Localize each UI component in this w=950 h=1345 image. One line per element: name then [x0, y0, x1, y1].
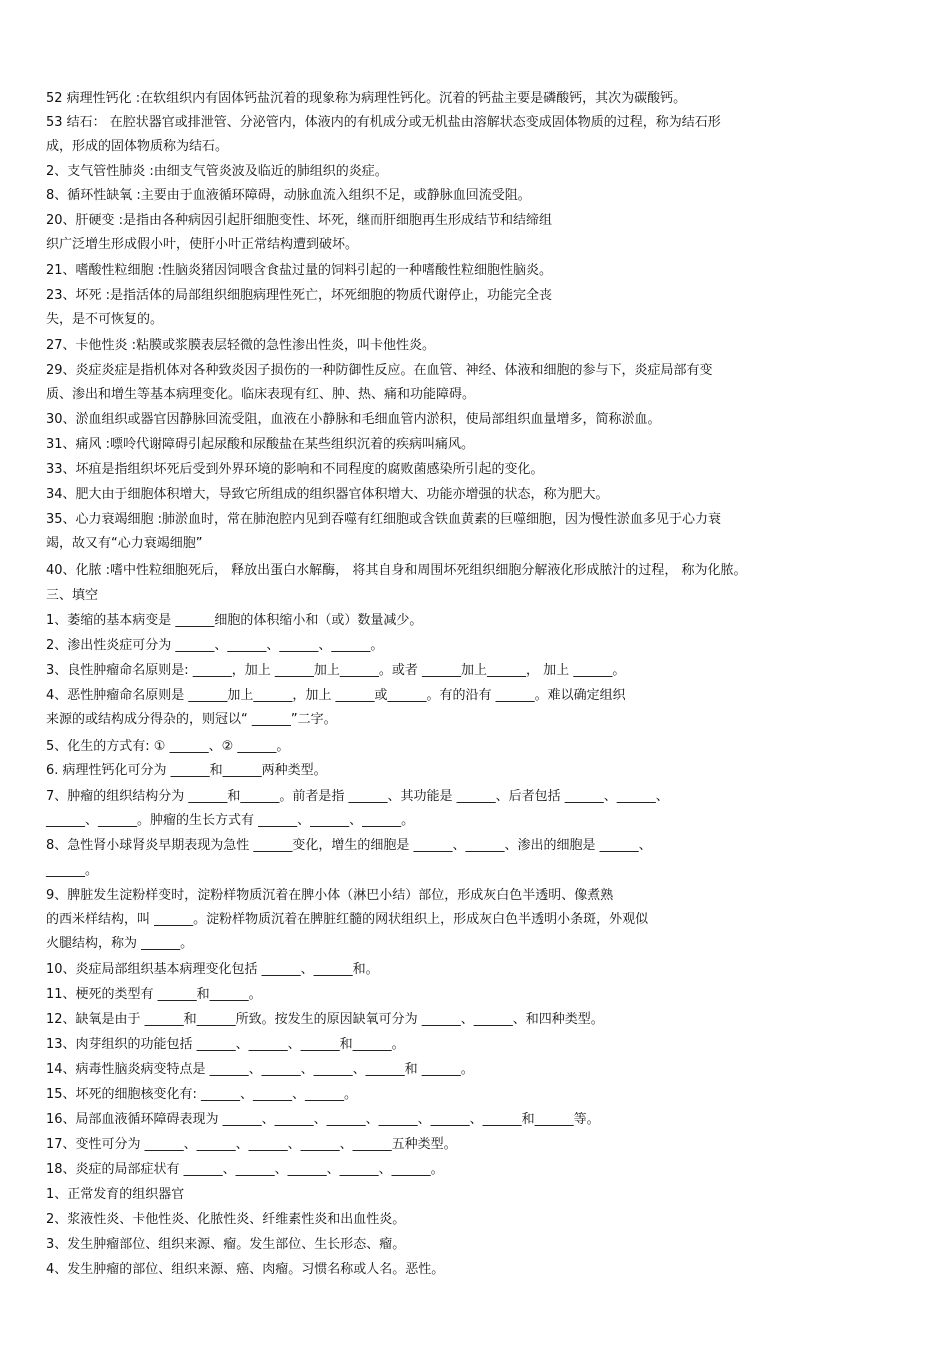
text-line: 8、循环性缺氧 :主要由于血液循环障碍，动脉血流入组织不足，或静脉血回流受阻。 — [46, 188, 531, 203]
text-line: ______、______。肿瘤的生长方式有 ______、______、______。 — [46, 813, 415, 828]
text-line: 17、变性可分为 ______、______、______、______、______五种类型。 — [46, 1137, 457, 1152]
text-line: 3、良性肿瘤命名原则是: ______，加上 ______加上______。或者 ______加上______， 加上 ______。 — [46, 663, 626, 678]
text-line: 31、痛风 :嘌呤代谢障碍引起尿酸和尿酸盐在某些组织沉着的疾病叫痛风。 — [46, 437, 475, 452]
text-line: 的西米样结构，叫 ______。淀粉样物质沉着在脾脏红髓的网状组织上，形成灰白色半透明小条斑，外观似 — [46, 912, 649, 927]
text-line: 7、肿瘤的组织结构分为 ______和______。前者是指 ______、其功能是 ______、后者包括 ______、______、 — [46, 789, 669, 804]
text-line: 11、梗死的类型有 ______和______。 — [46, 987, 262, 1002]
text-line: 竭，故又有“心力衰竭细胞” — [46, 536, 203, 551]
text-line: 20、肝硬变 :是指由各种病因引起肝细胞变性、坏死，继而肝细胞再生形成结节和结缔组 — [46, 213, 553, 228]
text-line: 4、恶性肿瘤命名原则是 ______加上______，加上 ______或______。有的沿有 ______。难以确定组织 — [46, 688, 626, 703]
text-line: 40、化脓 :嗜中性粒细胞死后， 释放出蛋白水解酶， 将其自身和周围坏死组织细胞分解液化形成脓汁的过程， 称为化脓。 — [46, 563, 747, 578]
text-line: 3、发生肿瘤部位、组织来源、瘤。发生部位、生长形态、瘤。 — [46, 1237, 406, 1252]
text-line: 质、渗出和增生等基本病理变化。临床表现有红、肿、热、痛和功能障碍。 — [46, 387, 476, 402]
text-line: 6. 病理性钙化可分为 ______和______两种类型。 — [46, 763, 327, 778]
text-line: 4、发生肿瘤的部位、组织来源、癌、肉瘤。习惯名称或人名。恶性。 — [46, 1262, 445, 1277]
text-line: 失，是不可恢复的。 — [46, 312, 164, 327]
text-line: 来源的或结构成分得杂的，则冠以“ ______”二字。 — [46, 712, 337, 727]
text-line: 29、炎症炎症是指机体对各种致炎因子损伤的一种防御性反应。在血管、神经、体液和细胞的参与下，炎症局部有变 — [46, 363, 713, 378]
text-line: 34、肥大由于细胞体积增大，导致它所组成的组织器官体积增大、功能亦增强的状态，称为肥大。 — [46, 487, 609, 502]
text-line: 2、浆液性炎、卡他性炎、化脓性炎、纤维素性炎和出血性炎。 — [46, 1212, 406, 1227]
text-line: 火腿结构，称为 ______。 — [46, 936, 194, 951]
text-line: 三、填空 — [46, 588, 99, 603]
text-line: 18、炎症的局部症状有 ______、______、______、______、______。 — [46, 1162, 444, 1177]
text-line: 织广泛增生形成假小叶，使肝小叶正常结构遭到破坏。 — [46, 237, 359, 252]
text-line: 15、坏死的细胞核变化有: ______、______、______。 — [46, 1087, 358, 1102]
text-line: 52 病理性钙化 :在软组织内有固体钙盐沉着的现象称为病理性钙化。沉着的钙盐主要是磷酸钙，其次为碳酸钙。 — [46, 91, 687, 106]
text-line: 成，形成的固体物质称为结石。 — [46, 139, 229, 154]
text-line: 13、肉芽组织的功能包括 ______、______、______和______。 — [46, 1037, 405, 1052]
text-line: 9、脾脏发生淀粉样变时，淀粉样物质沉着在脾小体（淋巴小结）部位，形成灰白色半透明、像煮熟 — [46, 888, 614, 903]
text-line: 12、缺氧是由于 ______和______所致。按发生的原因缺氧可分为 ______、______、和四种类型。 — [46, 1012, 604, 1027]
text-line: 1、萎缩的基本病变是 ______细胞的体积缩小和（或）数量减少。 — [46, 613, 423, 628]
text-line: 8、急性肾小球肾炎早期表现为急性 ______变化，增生的细胞是 ______、______、渗出的细胞是 ______、 — [46, 838, 652, 853]
text-line: 16、局部血液循环障碍表现为 ______、______、______、______、______、______和______等。 — [46, 1112, 600, 1127]
text-line: 23、坏死 :是指活体的局部组织细胞病理性死亡，坏死细胞的物质代谢停止，功能完全丧 — [46, 288, 553, 303]
text-line: 5、化生的方式有: ① ______、② ______。 — [46, 739, 290, 754]
text-line: 14、病毒性脑炎病变特点是 ______、______、______、______和 ______。 — [46, 1062, 474, 1077]
text-line: 30、淤血组织或器官因静脉回流受阻，血液在小静脉和毛细血管内淤积，使局部组织血量增多，简称淤血。 — [46, 412, 661, 427]
text-line: 1、正常发育的组织器官 — [46, 1187, 185, 1202]
text-line: ______。 — [46, 863, 99, 878]
text-line: 2、渗出性炎症可分为 ______、______、______、______。 — [46, 638, 384, 653]
text-line: 10、炎症局部组织基本病理变化包括 ______、______和。 — [46, 962, 379, 977]
text-line: 53 结石： 在腔状器官或排泄管、分泌管内，体液内的有机成分或无机盐由溶解状态变成固体物质的过程，称为结石形 — [46, 115, 721, 130]
text-line: 35、心力衰竭细胞 :肺淤血时，常在肺泡腔内见到吞噬有红细胞或含铁血黄素的巨噬细胞，因为慢性淤血多见于心力衰 — [46, 512, 722, 527]
text-line: 27、卡他性炎 :粘膜或浆膜表层轻微的急性渗出性炎，叫卡他性炎。 — [46, 338, 436, 353]
text-line: 21、嗜酸性粒细胞 :性脑炎猪因饲喂含食盐过量的饲料引起的一种嗜酸性粒细胞性脑炎。 — [46, 263, 553, 278]
text-line: 33、坏疽是指组织坏死后受到外界环境的影响和不同程度的腐败菌感染所引起的变化。 — [46, 462, 544, 477]
text-line: 2、支气管性肺炎 :由细支气管炎波及临近的肺组织的炎症。 — [46, 164, 388, 179]
